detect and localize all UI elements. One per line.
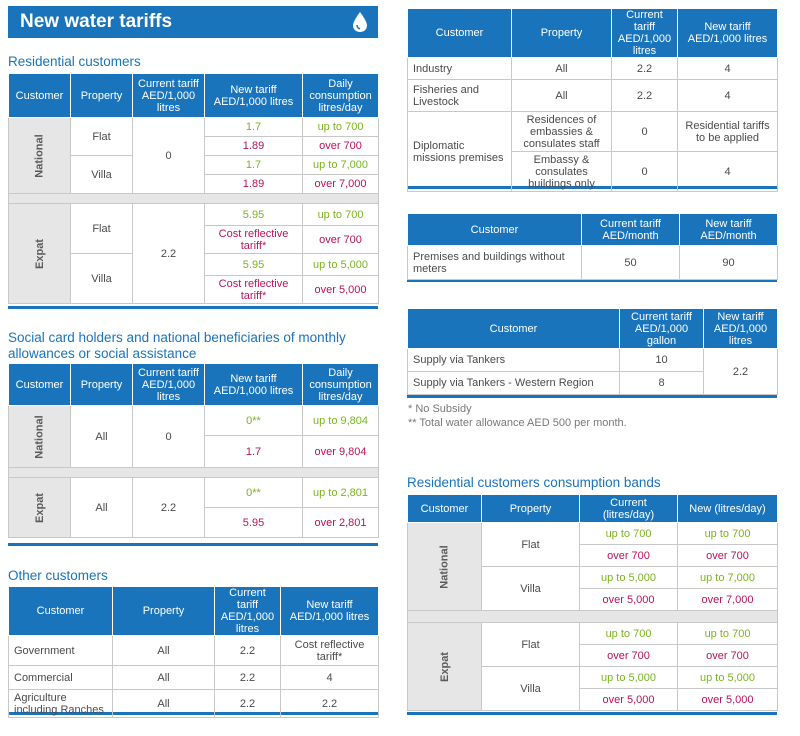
new-tariff: 1.89 xyxy=(205,137,303,156)
col-current-tariff: Current tariff AED/1,000 litres xyxy=(612,9,678,58)
col-current: Current (litres/day) xyxy=(580,495,678,523)
residential-table-frame xyxy=(8,73,378,309)
current-band: up to 5,000 xyxy=(580,567,678,589)
consumption: over 2,801 xyxy=(303,508,379,538)
new-tariff: Cost reflective tariff* xyxy=(205,226,303,254)
group-national: National xyxy=(9,406,71,468)
table-row xyxy=(9,478,379,508)
group-national: National xyxy=(9,118,71,194)
tankers-table xyxy=(407,308,778,395)
current-tariff: 10 xyxy=(620,349,704,372)
new-tariff: Cost reflective tariff* xyxy=(205,276,303,304)
new-band: over 700 xyxy=(678,645,778,667)
current-band: up to 700 xyxy=(580,623,678,645)
consumption: up to 5,000 xyxy=(303,254,379,276)
new-tariff: 4 xyxy=(678,152,778,192)
new-band: over 7,000 xyxy=(678,589,778,611)
new-tariff: 5.95 xyxy=(205,508,303,538)
property-villa: Villa xyxy=(71,254,133,304)
table-row xyxy=(9,406,379,436)
col-customer: Customer xyxy=(9,74,71,118)
residential-table xyxy=(8,73,379,304)
current-tariff: 2.2 xyxy=(215,666,281,690)
page-title: New water tariffs xyxy=(20,11,173,32)
col-current-tariff: Current tariff AED/month xyxy=(582,214,680,246)
consumption: over 9,804 xyxy=(303,436,379,468)
property: All xyxy=(71,478,133,538)
property: All xyxy=(113,636,215,666)
col-customer: Customer xyxy=(408,9,512,58)
new-tariff: 5.95 xyxy=(205,204,303,226)
property: Embassy & consulates buildings only xyxy=(512,152,612,192)
residential-heading: Residential customers xyxy=(8,54,141,69)
new-band: up to 700 xyxy=(678,623,778,645)
current-band: up to 5,000 xyxy=(580,667,678,689)
col-current-tariff: Current tariff AED/1,000 litres xyxy=(133,74,205,118)
new-tariff: 0** xyxy=(205,478,303,508)
property: All xyxy=(512,80,612,112)
new-band: over 700 xyxy=(678,545,778,567)
customer: Premises and buildings without meters xyxy=(408,246,582,280)
table-row xyxy=(408,80,778,112)
meters-table xyxy=(407,213,778,280)
col-daily-consumption: Daily consumption litres/day xyxy=(303,364,379,406)
col-property: Property xyxy=(113,587,215,636)
col-current-tariff: Current tariff AED/1,000 litres xyxy=(133,364,205,406)
property: All xyxy=(512,58,612,80)
meters-table-frame xyxy=(407,213,777,282)
table-row xyxy=(408,246,778,280)
current-tariff: 2.2 xyxy=(215,636,281,666)
table-row xyxy=(408,349,778,372)
new-tariff: 1.89 xyxy=(205,175,303,194)
current-tariff: 2.2 xyxy=(133,204,205,304)
other-table xyxy=(8,586,379,718)
col-new-tariff: New tariff AED/1,000 litres xyxy=(281,587,379,636)
consumption: over 5,000 xyxy=(303,276,379,304)
customer: Commercial xyxy=(9,666,113,690)
current-band: over 700 xyxy=(580,545,678,567)
col-property: Property xyxy=(71,74,133,118)
page-title-bar xyxy=(8,6,378,38)
social-table xyxy=(8,363,379,538)
social-heading: Social card holders and national beneficiaries of monthly allowances or social assistance xyxy=(8,330,346,361)
table-row xyxy=(408,112,778,152)
col-current-tariff: Current tariff AED/1,000 gallon xyxy=(620,309,704,349)
consumption: up to 2,801 xyxy=(303,478,379,508)
consumption: up to 7,000 xyxy=(303,156,379,175)
property: Residences of embassies & consulates staff xyxy=(512,112,612,152)
new-tariff: Residential tariffs to be applied xyxy=(678,112,778,152)
customer: Fisheries and Livestock xyxy=(408,80,512,112)
table-row xyxy=(9,666,379,690)
property-villa: Villa xyxy=(482,567,580,611)
col-customer: Customer xyxy=(408,214,582,246)
col-property: Property xyxy=(482,495,580,523)
property-flat: Flat xyxy=(71,204,133,254)
col-daily-consumption: Daily consumption litres/day xyxy=(303,74,379,118)
customer: Diplomatic missions premises xyxy=(408,112,512,192)
current-tariff: 50 xyxy=(582,246,680,280)
col-customer: Customer xyxy=(9,364,71,406)
group-expat: Expat xyxy=(408,623,482,711)
new-tariff: 2.2 xyxy=(704,349,778,395)
col-customer: Customer xyxy=(408,495,482,523)
property-flat: Flat xyxy=(482,523,580,567)
new-tariff: 0** xyxy=(205,406,303,436)
col-customer: Customer xyxy=(408,309,620,349)
new-band: over 5,000 xyxy=(678,689,778,711)
consumption: over 700 xyxy=(303,137,379,156)
table-row xyxy=(9,118,379,137)
new-tariff: 1.7 xyxy=(205,156,303,175)
footnote-no-subsidy: * No Subsidy xyxy=(408,403,472,415)
customer: Supply via Tankers - Western Region xyxy=(408,372,620,395)
new-tariff: 1.7 xyxy=(205,436,303,468)
social-table-frame xyxy=(8,363,378,546)
current-tariff: 0 xyxy=(133,118,205,194)
col-customer: Customer xyxy=(9,587,113,636)
other-heading: Other customers xyxy=(8,568,108,583)
table-row xyxy=(9,636,379,666)
consumption: over 700 xyxy=(303,226,379,254)
current-band: over 700 xyxy=(580,645,678,667)
current-tariff: 0 xyxy=(612,152,678,192)
current-tariff: 0 xyxy=(133,406,205,468)
footnote-allowance: ** Total water allowance AED 500 per month. xyxy=(408,417,627,429)
property: All xyxy=(113,690,215,718)
col-property: Property xyxy=(512,9,612,58)
property-flat: Flat xyxy=(482,623,580,667)
new-tariff: 4 xyxy=(678,58,778,80)
property: All xyxy=(71,406,133,468)
customer: Government xyxy=(9,636,113,666)
right-table1-frame xyxy=(407,8,777,189)
current-tariff: 0 xyxy=(612,112,678,152)
bands-table-frame xyxy=(407,494,777,715)
consumption: over 7,000 xyxy=(303,175,379,194)
consumption: up to 9,804 xyxy=(303,406,379,436)
property-villa: Villa xyxy=(71,156,133,194)
consumption: up to 700 xyxy=(303,204,379,226)
consumption: up to 700 xyxy=(303,118,379,137)
col-new: New (litres/day) xyxy=(678,495,778,523)
group-expat: Expat xyxy=(9,204,71,304)
customer: Agriculture including Ranches xyxy=(9,690,113,718)
table-row xyxy=(408,623,778,645)
property-flat: Flat xyxy=(71,118,133,156)
current-band: over 5,000 xyxy=(580,589,678,611)
current-band: up to 700 xyxy=(580,523,678,545)
col-new-tariff: New tariff AED/1,000 litres xyxy=(704,309,778,349)
current-tariff: 2.2 xyxy=(612,58,678,80)
bands-table xyxy=(407,494,778,711)
new-band: up to 700 xyxy=(678,523,778,545)
group-national: National xyxy=(408,523,482,611)
property: All xyxy=(113,666,215,690)
group-spacer xyxy=(408,611,778,623)
table-row xyxy=(408,58,778,80)
col-current-tariff: Current tariff AED/1,000 litres xyxy=(215,587,281,636)
other-table-frame xyxy=(8,586,378,715)
current-band: over 5,000 xyxy=(580,689,678,711)
table-row xyxy=(9,204,379,226)
new-tariff: 5.95 xyxy=(205,254,303,276)
table-row xyxy=(408,523,778,545)
col-new-tariff: New tariff AED/month xyxy=(680,214,778,246)
current-tariff: 2.2 xyxy=(133,478,205,538)
new-band: up to 5,000 xyxy=(678,667,778,689)
current-tariff: 8 xyxy=(620,372,704,395)
current-tariff: 2.2 xyxy=(612,80,678,112)
new-tariff: 2.2 xyxy=(281,690,379,718)
col-new-tariff: New tariff AED/1,000 litres xyxy=(205,364,303,406)
col-new-tariff: New tariff AED/1,000 litres xyxy=(205,74,303,118)
tankers-table-frame xyxy=(407,308,777,398)
new-tariff: Cost reflective tariff* xyxy=(281,636,379,666)
new-band: up to 7,000 xyxy=(678,567,778,589)
new-tariff: 90 xyxy=(680,246,778,280)
customer: Industry xyxy=(408,58,512,80)
col-new-tariff: New tariff AED/1,000 litres xyxy=(678,9,778,58)
new-tariff: 4 xyxy=(281,666,379,690)
customer: Supply via Tankers xyxy=(408,349,620,372)
table-row xyxy=(9,690,379,718)
new-tariff: 4 xyxy=(678,80,778,112)
water-drop-icon xyxy=(348,10,372,34)
bands-heading: Residential customers consumption bands xyxy=(407,475,661,490)
current-tariff: 2.2 xyxy=(215,690,281,718)
new-tariff: 1.7 xyxy=(205,118,303,137)
property-villa: Villa xyxy=(482,667,580,711)
col-property: Property xyxy=(71,364,133,406)
group-expat: Expat xyxy=(9,478,71,538)
industry-table xyxy=(407,8,778,192)
group-spacer xyxy=(9,468,379,478)
group-spacer xyxy=(9,194,379,204)
